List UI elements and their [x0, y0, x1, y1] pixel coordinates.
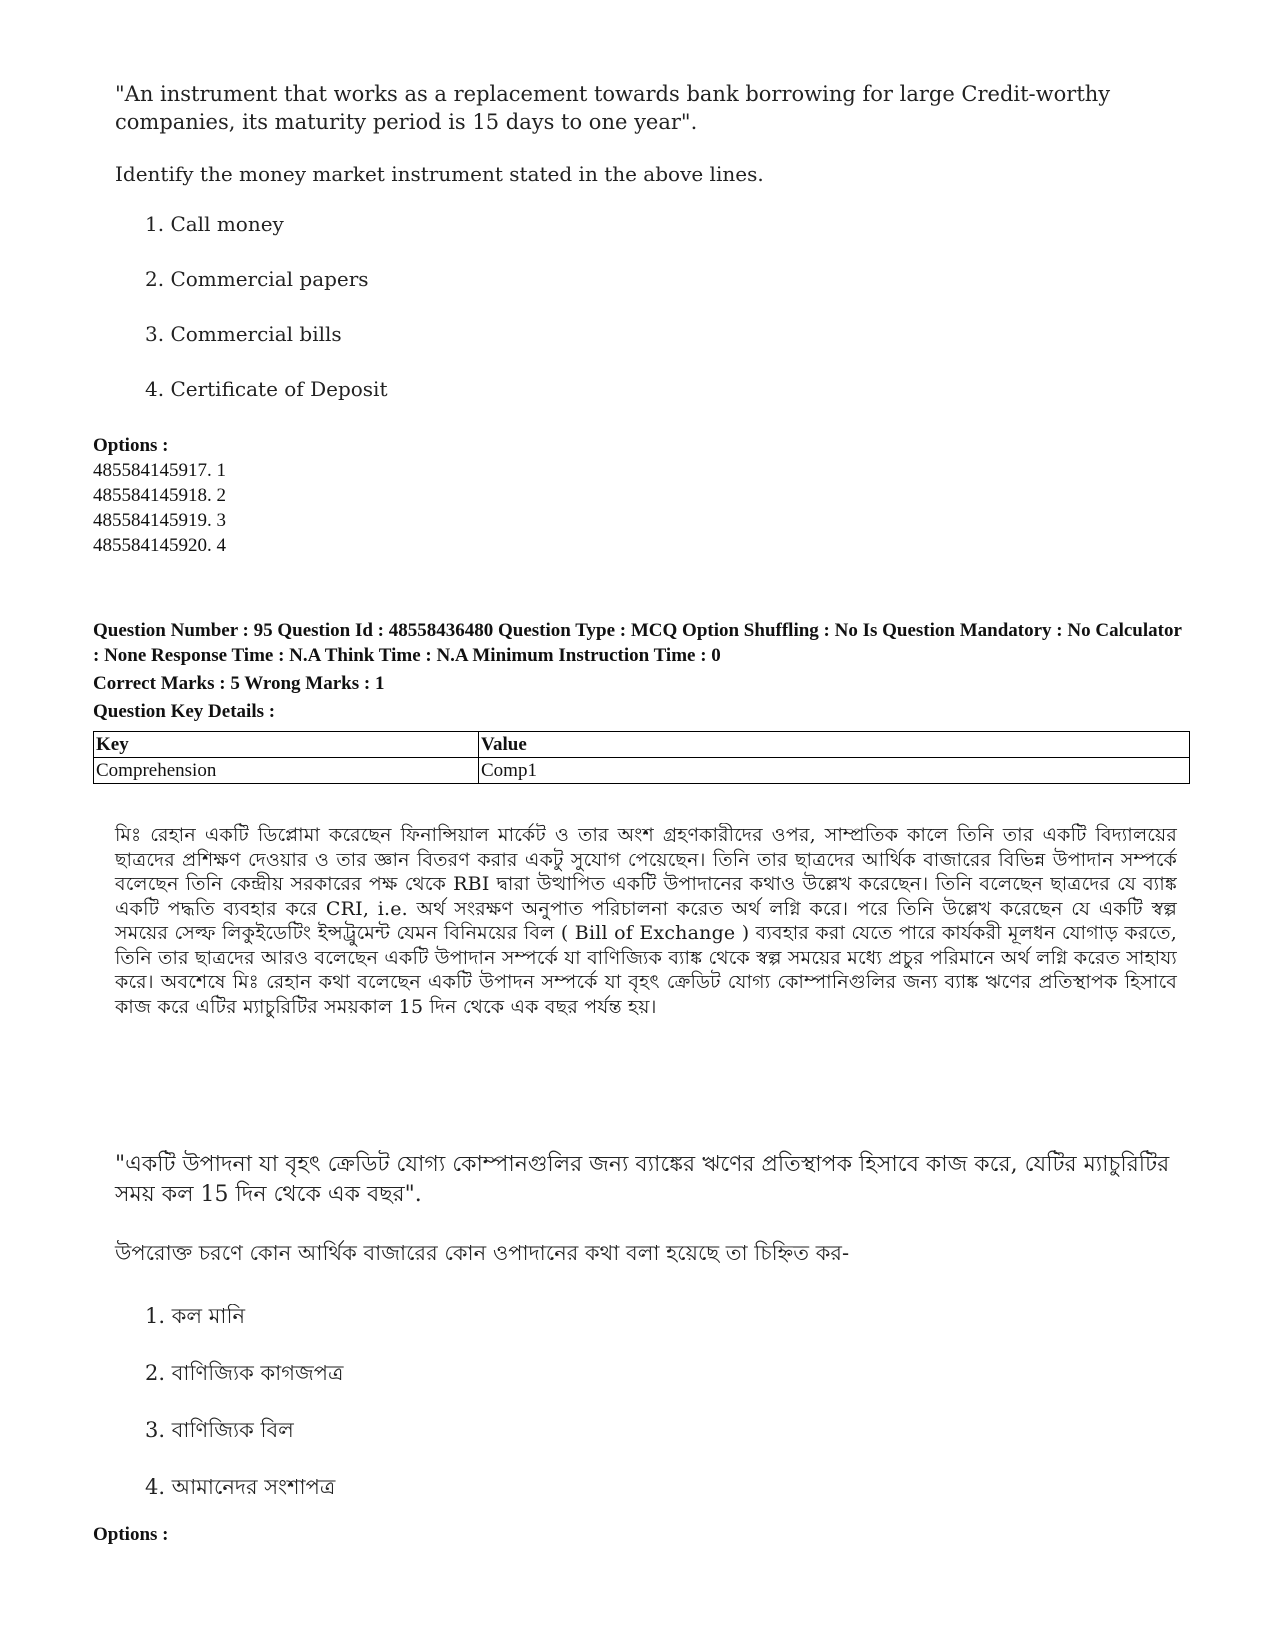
table-cell: Comprehension: [94, 758, 479, 784]
scanned-choice: 3. Commercial bills: [145, 322, 342, 346]
scanned-choice: 4. Certificate of Deposit: [145, 377, 388, 401]
question-metadata: [93, 618, 1187, 724]
question-key-table: [93, 731, 1190, 784]
marks-line: Correct Marks : 5 Wrong Marks : 1: [93, 673, 385, 694]
scanned-choice: 1. Call money: [145, 212, 284, 236]
scanned-choice: 2. বাণিজ্যিক কাগজপত্র: [145, 1361, 344, 1385]
option-item: 485584145917. 1: [93, 460, 226, 481]
table-header-cell: Value: [479, 732, 1190, 758]
scanned-choice: 2. Commercial papers: [145, 267, 369, 291]
scanned-question-quote-english: "An instrument that works as a replacement towards bank borrowing for large Credit-worthy companies, its maturity period is 15 days to one year".: [115, 82, 1111, 134]
scanned-question-quote-bengali: "একটি উপাদনা যা বৃহৎ ক্রেডিট যোগ্য কোম্পানগুলির জন্য ব্যাঙ্কের ঋণের প্রতিস্থাপক হিসাবে কাজ করে, যেটির ম্যাচুরিটির সময় কল 15 দিন থেকে এক বছর".: [115, 1152, 1170, 1207]
question-info-line: Question Number : 95 Question Id : 48558436480 Question Type : MCQ Option Shuffling : No Is Question Mandatory : No Calculator : None Response Time : N.A Think Time : N.A Minimum Instruction Time : 0: [93, 620, 1182, 666]
scanned-question-instruction-bengali: উপরোক্ত চরণে কোন আর্থিক বাজারের কোন ওপাদানের কথা বলা হয়েছে তা চিহ্নিত কর-: [115, 1241, 850, 1265]
table-header-cell: Key: [94, 732, 479, 758]
options-list: [93, 1522, 169, 1547]
scanned-choice: 1. কল মানি: [145, 1304, 246, 1328]
table-row: [94, 758, 1190, 784]
scanned-choices-bengali: [145, 1300, 1190, 1528]
option-item: 485584145918. 2: [93, 485, 226, 506]
table-header-row: [94, 732, 1190, 758]
scanned-choices-english: [145, 212, 1190, 432]
options-list: [93, 433, 226, 558]
options-heading: Options :: [93, 435, 169, 456]
key-details-heading: Question Key Details :: [93, 701, 276, 722]
option-item: 485584145919. 3: [93, 510, 226, 531]
option-item: 485584145920. 4: [93, 535, 226, 556]
options-heading: Options :: [93, 1524, 169, 1545]
scanned-choice: 3. বাণিজ্যিক বিল: [145, 1418, 294, 1442]
scanned-choice: 4. আমানেদর সংশাপত্র: [145, 1475, 336, 1499]
table-cell: Comp1: [479, 758, 1190, 784]
scanned-question-instruction-english: Identify the money market instrument stated in the above lines.: [115, 162, 764, 186]
scanned-passage-bengali: মিঃ রেহান একটি ডিপ্লোমা করেছেন ফিনান্সিয়াল মার্কেট ও তার অংশ গ্রহণকারীদের ওপর, সাম্প্রতিক কালে তিনি তার একটি বিদ্যালয়ের ছাত্রদের প্রশিক্ষণ দেওয়ার ও তার জ্ঞান বিতরণ করার একটু সুযোগ পেয়েছেন। তিনি তার ছাত্রদের আর্থিক বাজারের বিভিন্ন উপাদান সম্পর্কে বলেছেন তিনি কেন্দ্রীয় সরকারের পক্ষ থেকে RBI দ্বারা উত্থাপিত একটি উপাদানের কথাও উল্লেখ করেছেন। তিনি বলেছেন ছাত্রদের যে ব্যাঙ্ক একটি পদ্ধতি ব্যবহার করে CRI, i.e. অর্থ সংরক্ষণ অনুপাত পরিচালনা করেত অর্থ লগ্নি করে। পরে তিনি উল্লেখ করেছেন যে একটি স্বল্প সময়ের সেল্ফ লিকুইডেটিং ইন্সট্রুমেন্ট যেমন বিনিময়ের বিল ( Bill of Exchange ) ব্যবহার করা যেতে পারে কার্যকরী মূলধন যোগাড় করতে, তিনি তার ছাত্রদের আরও বলেছেন একটি উপাদান সম্পর্কে যা বাণিজ্যিক ব্যাঙ্ক থেকে স্বল্প সময়ের মধ্যে প্রচুর পরিমানে অর্থ লগ্নি করেত সাহায্য করে। অবশেষে মিঃ রেহান কথা বলেছেন একটি উপাদন সম্পর্কে যা বৃহৎ ক্রেডিট যোগ্য কোম্পানিগুলির জন্য ব্যাঙ্ক ঋণের প্রতিস্থাপক হিসাবে কাজ করে এটির ম্যাচুরিটির সময়কাল 15 দিন থেকে এক বছর পর্যন্ত হয়।: [115, 824, 1177, 1018]
